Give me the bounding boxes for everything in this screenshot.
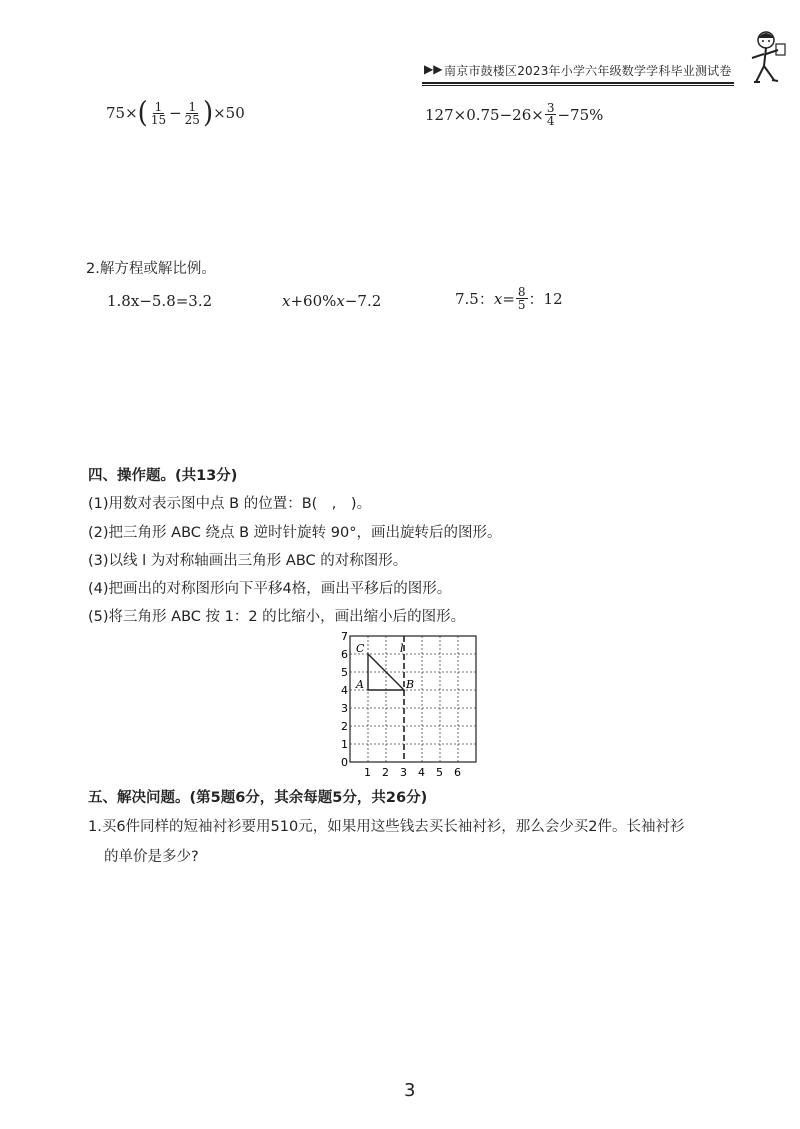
section-4-title: 四、操作题。(共13分)	[88, 468, 238, 484]
calc-expression-1: 75× ( $\frac{1}{15}$ − $\frac{1}{25}$ ) ×50	[106, 96, 245, 130]
y-tick: 1	[341, 738, 348, 751]
y-tick-labels	[341, 630, 348, 769]
equation-1: 1.8x−5.8=3.2	[107, 292, 213, 310]
x-tick: 5	[436, 766, 443, 779]
question-4-4: (4)把画出的对称图形向下平移4格，画出平移后的图形。	[88, 581, 452, 597]
origin-label: 0	[341, 756, 348, 769]
question-4-2: (2)把三角形 ABC 绕点 B 逆时针旋转 90°，画出旋转后的图形。	[88, 525, 502, 541]
x-tick: 1	[364, 766, 371, 779]
y-tick: 6	[341, 648, 348, 661]
y-tick: 4	[341, 684, 348, 697]
x-tick-labels	[364, 766, 461, 779]
point-label-a: A	[356, 678, 364, 691]
point-label-c: C	[356, 642, 365, 655]
calc-expression-2: 127×0.75−26× $\frac{3}{4}$ −75%	[425, 101, 604, 128]
question-4-1: (1)用数对表示图中点 B 的位置：B( , )。	[88, 496, 372, 512]
coordinate-grid	[340, 628, 490, 780]
question-4-3: (3)以线 l 为对称轴画出三角形 ABC 的对称图形。	[88, 553, 408, 569]
page-number: 3	[404, 1080, 416, 1101]
line-label-l: l	[400, 642, 404, 655]
x-tick: 4	[418, 766, 425, 779]
cartoon-student-illustration	[744, 28, 788, 86]
header-title: 南京市鼓楼区2023年小学六年级数学学科毕业测试卷	[444, 64, 732, 78]
y-tick: 7	[341, 630, 348, 643]
x-tick: 6	[454, 766, 461, 779]
x-tick: 3	[400, 766, 407, 779]
y-tick: 3	[341, 702, 348, 715]
header-rule	[422, 82, 734, 84]
equation-3: 7.5： x = $\frac{8}{5}$ ：12	[455, 285, 563, 312]
question-5-1-line-1: 1.买6件同样的短袖衬衫要用510元，如果用这些钱去买长袖衬衫，那么会少买2件。长袖衬衫	[88, 819, 685, 835]
fraction: $\frac{1}{25}$	[184, 99, 200, 127]
fraction: $\frac{3}{4}$	[546, 101, 555, 128]
point-label-b: B	[406, 678, 415, 691]
question-4-5: (5)将三角形 ABC 按 1：2 的比缩小，画出缩小后的图形。	[88, 609, 466, 625]
equations-label: 2.解方程或解比例。	[86, 261, 216, 277]
fraction: $\frac{8}{5}$	[517, 285, 526, 312]
question-5-1-line-2: 的单价是多少?	[104, 849, 199, 865]
y-tick: 5	[341, 666, 348, 679]
fraction: $\frac{1}{15}$	[150, 99, 167, 127]
x-tick: 2	[382, 766, 389, 779]
equation-2: x +60% x −7.2	[282, 292, 382, 310]
y-tick: 2	[341, 720, 348, 733]
header-decoration: ▶▶	[424, 62, 443, 76]
header-rule-thin	[422, 85, 734, 86]
section-5-title: 五、解决问题。(第5题6分，其余每题5分，共26分)	[88, 790, 428, 806]
